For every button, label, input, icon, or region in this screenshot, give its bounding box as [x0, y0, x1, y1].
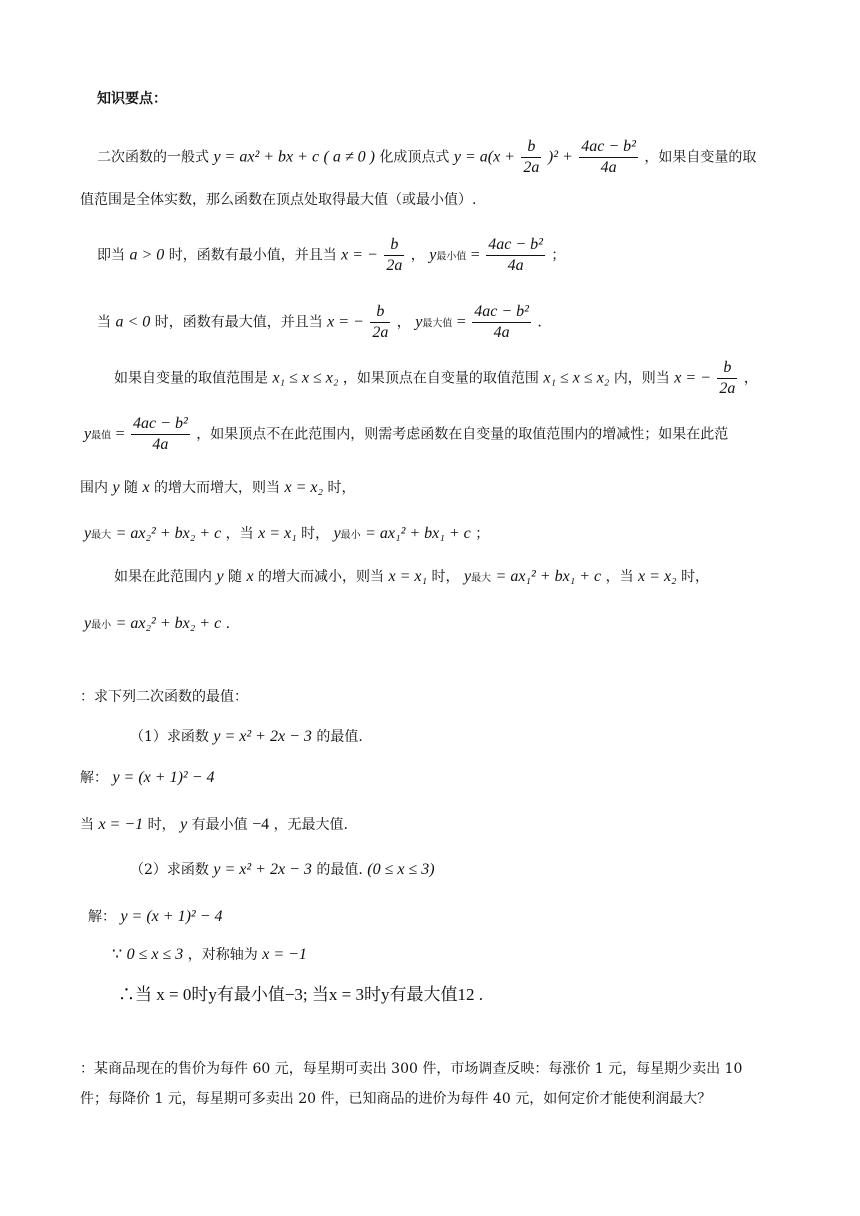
formula-general: y = ax² + bx + c [213, 148, 320, 166]
fraction [131, 414, 190, 455]
denominator: 2a [372, 324, 389, 341]
formula: x [246, 568, 254, 585]
fraction [486, 235, 545, 276]
text: ， [396, 314, 411, 331]
paragraph-increasing-values [84, 526, 489, 542]
formula: x = x₁ [388, 568, 428, 585]
example1-title: ：求下列二次函数的最值： [80, 689, 248, 705]
formula: x = − [674, 369, 711, 387]
text: 时， [327, 480, 356, 496]
example1-solution1 [80, 770, 215, 786]
example1-solution2 [88, 909, 223, 925]
text: 化成顶点式 [379, 149, 450, 166]
text: 解： [88, 909, 116, 925]
text: ； [551, 247, 566, 264]
text: 的最值. [316, 729, 363, 745]
text: （1）求函数 [130, 729, 209, 745]
formula: x₁ ≤ x ≤ x₂ [543, 369, 610, 387]
formula: = ax₂² + bx₂ + c [115, 615, 222, 632]
formula: y [429, 246, 437, 264]
fraction [370, 302, 390, 343]
formula: y [333, 525, 341, 542]
formula: y [463, 568, 472, 585]
text: ，如果顶点不在此范围内，则需考虑函数在自变量的取值范围内的增减性；如果在此范 [196, 426, 729, 443]
text: 的最值. [316, 862, 363, 878]
formula-cond: ( a ≠ 0 ) [323, 148, 375, 166]
subscript: 最大 [91, 530, 112, 541]
text: 时，函数有最小值，并且当 [168, 247, 337, 264]
text: ，当 [225, 526, 254, 542]
text: 时， [431, 569, 460, 585]
text: ，无最大值. [273, 817, 349, 833]
formula: x₁ ≤ x ≤ x₂ [272, 369, 339, 387]
text: 时， [147, 817, 176, 833]
text: . [537, 314, 542, 331]
denominator: 4a [600, 159, 617, 176]
text: ，当 [605, 569, 634, 585]
text: ，如果自变量的取 [644, 149, 757, 166]
text: 如果自变量的取值范围是 [114, 370, 268, 387]
numerator: b [370, 302, 390, 323]
text: （2）求函数 [130, 862, 209, 878]
formula: a > 0 [129, 246, 165, 264]
paragraph-increasing [80, 480, 356, 496]
because-symbol: ∵ [112, 946, 123, 963]
formula: = ax₁² + bx₁ + c [365, 525, 471, 542]
example2-line1: ：某商品现在的售价为每件 60 元，每星期可卖出 300 件，市场调查反映：每涨价 1 元，每星期少卖出 10 [80, 1061, 743, 1077]
formula-vertex: y = a(x + [453, 148, 515, 166]
formula: = [456, 313, 466, 331]
formula: y [84, 525, 92, 542]
formula: a < 0 [115, 313, 151, 331]
formula: y [84, 615, 92, 632]
text: ， [743, 370, 758, 387]
text: 当 [80, 817, 94, 833]
formula: y = (x + 1)² − 4 [120, 908, 223, 925]
text: 有最小值 [191, 817, 248, 833]
fraction [717, 358, 737, 399]
formula-vertex-rest: )² + [547, 148, 573, 166]
formula: x [142, 479, 150, 496]
example1-conclusion2: ∴当 x = 0时y有最小值−3; 当x = 3时y有最大值12 . [118, 985, 483, 1004]
formula: 0 ≤ x ≤ 3 [126, 946, 184, 963]
formula: y = x² + 2x − 3 [213, 861, 312, 878]
text: . [225, 616, 231, 632]
denominator: 2a [719, 380, 736, 397]
paragraph-line: 值范围是全体实数，那么函数在顶点处取得最大值（或最小值）. [80, 192, 477, 208]
fraction [521, 137, 541, 178]
formula: = [115, 425, 125, 443]
text: 时，函数有最大值，并且当 [154, 314, 323, 331]
formula: y [112, 479, 120, 496]
formula: x = − [341, 246, 378, 264]
numerator: 4ac − b² [486, 235, 545, 256]
heading: 知识要点： [97, 91, 167, 107]
formula: y [84, 425, 92, 443]
formula: y [415, 313, 423, 331]
example2-line2: 件；每降价 1 元，每星期可多卖出 20 件，已知商品的进价为每件 40 元，如何定价才能使利润最大？ [80, 1091, 712, 1107]
paragraph-vertex-form [97, 137, 756, 178]
paragraph-decreasing [114, 569, 709, 585]
fraction [472, 302, 531, 343]
paragraph-decreasing-min [84, 616, 230, 632]
formula: −4 [252, 816, 270, 833]
text: 当 [97, 314, 111, 331]
formula: y = (x + 1)² − 4 [112, 769, 215, 786]
text: 内，则当 [613, 370, 670, 387]
text: 的增大而增大，则当 [154, 480, 281, 496]
numerator: b [717, 358, 737, 379]
fraction [384, 235, 404, 276]
denominator: 4a [507, 257, 524, 274]
paragraph-range [114, 358, 758, 399]
subscript: 最小 [91, 620, 112, 631]
text: ，如果顶点在自变量的取值范围 [342, 370, 539, 387]
formula: y = x² + 2x − 3 [213, 728, 312, 745]
numerator: b [521, 137, 541, 158]
formula: = ax₂² + bx₂ + c [115, 525, 222, 542]
text: ，对称轴为 [187, 947, 258, 963]
text: 时， [301, 526, 330, 542]
numerator: 4ac − b² [472, 302, 531, 323]
text: 的增大而减小，则当 [258, 569, 385, 585]
denominator: 4a [493, 324, 510, 341]
paragraph-minimum [97, 235, 565, 276]
formula: y [216, 568, 224, 585]
formula: x = −1 [98, 816, 144, 833]
text: ； [475, 526, 490, 542]
example1-question1 [130, 729, 363, 745]
formula: = [470, 246, 480, 264]
denominator: 2a [386, 257, 403, 274]
text: 解： [80, 770, 108, 786]
formula: y [180, 816, 188, 833]
example1-axis-line [112, 947, 307, 963]
text: 如果在此范围内 [114, 569, 212, 585]
text: 即当 [97, 247, 125, 264]
paragraph-maximum [97, 302, 542, 343]
example1-conclusion1 [80, 817, 348, 833]
formula: x = x₂ [284, 479, 324, 496]
text: 时， [681, 569, 710, 585]
numerator: b [384, 235, 404, 256]
subscript: 最值 [91, 430, 112, 442]
example1-question2 [130, 862, 435, 878]
text: ， [410, 247, 425, 264]
formula: (0 ≤ x ≤ 3) [367, 861, 435, 878]
formula: x = x₁ [258, 525, 297, 542]
formula: x = − [327, 313, 364, 331]
formula: = ax₁² + bx₁ + c [495, 568, 602, 585]
denominator: 4a [152, 436, 169, 453]
text: 随 [228, 569, 243, 585]
text: 围内 [80, 480, 108, 496]
subscript: 最大值 [422, 318, 453, 330]
numerator: 4ac − b² [131, 414, 190, 435]
subscript: 最小 [340, 530, 361, 541]
denominator: 2a [523, 159, 540, 176]
formula: x = x₂ [638, 568, 677, 585]
formula: x = −1 [262, 946, 307, 963]
fraction [579, 137, 638, 178]
paragraph-extreme [84, 414, 728, 455]
subscript: 最大 [471, 573, 492, 584]
subscript: 最小值 [436, 251, 467, 263]
numerator: 4ac − b² [579, 137, 638, 158]
text: 随 [124, 480, 139, 496]
text: 二次函数的一般式 [97, 149, 209, 166]
